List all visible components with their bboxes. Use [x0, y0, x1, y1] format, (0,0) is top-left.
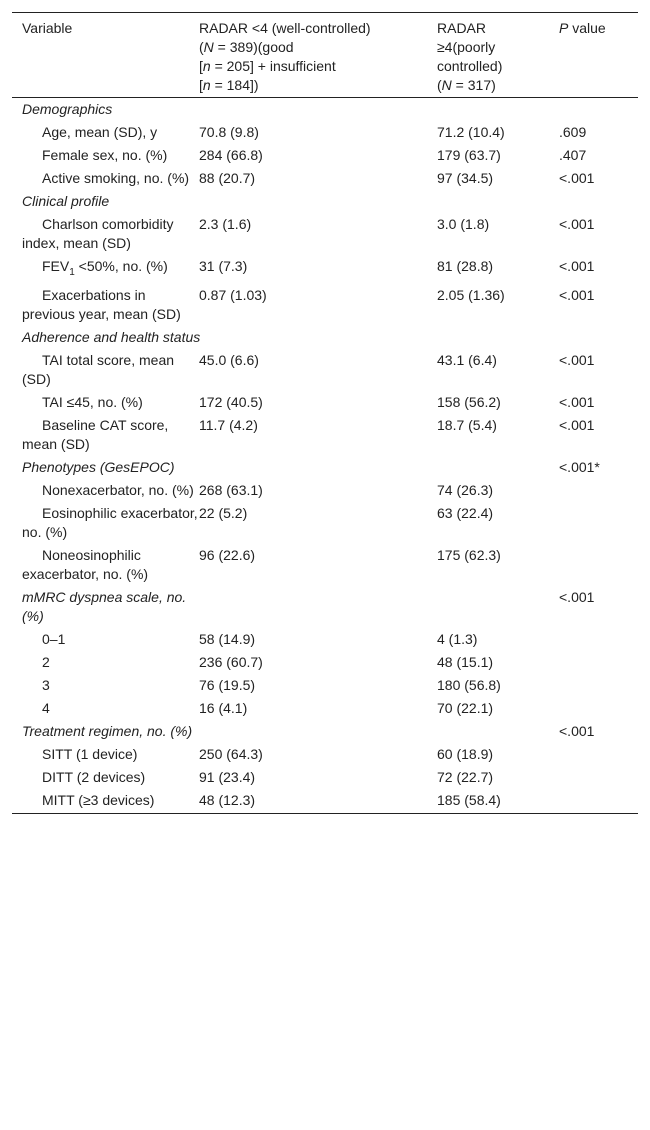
cell-value: 43.1 (6.4)	[437, 351, 497, 368]
row-label: Active smoking, no. (%)	[42, 170, 190, 186]
table-row	[12, 121, 638, 144]
table-row	[12, 144, 638, 167]
cell-value: 2.05 (1.36)	[437, 286, 505, 303]
section-mmrc: mMRC dyspnea scale, no. (%)	[22, 588, 187, 624]
table-row	[12, 167, 638, 190]
section-row	[12, 586, 638, 628]
cell-value: 284 (66.8)	[199, 147, 263, 163]
table-row	[12, 766, 638, 789]
row-label: 2	[42, 653, 50, 670]
row-label: SITT (1 device)	[42, 745, 138, 762]
cell-value: 58 (14.9)	[199, 630, 256, 647]
row-label: 0–1	[42, 630, 66, 647]
section-treatment: Treatment regimen, no. (%)	[22, 722, 193, 739]
table-row	[12, 628, 638, 651]
row-label: Age, mean (SD), y	[42, 124, 158, 140]
row-label: MITT (≥3 devices)	[42, 791, 155, 808]
cell-p-value: .407	[559, 147, 587, 163]
cell-p-value: <.001	[559, 416, 595, 433]
cell-value	[199, 586, 437, 628]
cell-p-value: <.001	[559, 170, 595, 186]
section-row	[12, 456, 638, 479]
header-p-value: P value	[559, 20, 606, 36]
row-label: Noneosinophilic exacerbator, no. (%)	[22, 546, 149, 582]
cell-value: 70.8 (9.8)	[199, 124, 259, 140]
header-variable: Variable	[22, 20, 73, 36]
cell-p-value: <.001	[559, 722, 595, 739]
cell-p-value: .609	[559, 124, 587, 140]
cell-value: 16 (4.1)	[199, 699, 248, 716]
cell-value: 3.0 (1.8)	[437, 216, 490, 232]
cell-value	[199, 456, 437, 479]
table-row	[12, 674, 638, 697]
table-row	[12, 213, 638, 255]
table-row	[12, 544, 638, 586]
cell-p-value: <.001	[559, 216, 595, 232]
cell-value: 81 (28.8)	[437, 258, 494, 274]
section-adherence: Adherence and health status	[22, 328, 201, 345]
header-col2-line4: [n = 184])	[199, 77, 259, 93]
header-radar-poorly-controlled	[437, 13, 559, 98]
header-col2-line3: [n = 205] + insufficient	[199, 58, 336, 74]
section-phenotypes: Phenotypes (GesEPOC)	[22, 458, 175, 475]
section-row	[12, 98, 638, 122]
table-row	[12, 414, 638, 456]
section-row	[12, 190, 638, 213]
section-row	[12, 720, 638, 743]
cell-value	[437, 456, 559, 479]
cell-value: 185 (58.4)	[437, 791, 501, 808]
cell-value: 71.2 (10.4)	[437, 124, 505, 140]
table-row	[12, 391, 638, 414]
cell-p-value: <.001	[559, 393, 595, 410]
section-row	[12, 326, 638, 349]
cell-value: 268 (63.1)	[199, 481, 263, 498]
cell-value: 179 (63.7)	[437, 147, 501, 163]
cell-value: 97 (34.5)	[437, 170, 494, 186]
section-demographics: Demographics	[22, 101, 113, 117]
cell-p-value	[559, 479, 638, 502]
cell-p-value: <.001	[559, 258, 595, 274]
cell-p-value	[559, 697, 638, 720]
cell-p-value	[559, 502, 638, 544]
cell-p-value	[559, 651, 638, 674]
cell-p-value	[559, 743, 638, 766]
table-row	[12, 651, 638, 674]
table-row	[12, 479, 638, 502]
cell-value: 175 (62.3)	[437, 546, 501, 563]
cell-value: 48 (12.3)	[199, 791, 256, 808]
cell-value: 18.7 (5.4)	[437, 416, 497, 433]
header-col2-line1: RADAR <4 (well-controlled)	[199, 20, 371, 36]
header-row	[12, 13, 638, 98]
header-col2-line2: (N = 389)(good	[199, 39, 294, 55]
cell-p-value: <.001*	[559, 458, 600, 475]
cell-value: 11.7 (4.2)	[199, 416, 258, 433]
comparison-table	[12, 12, 638, 814]
cell-value: 60 (18.9)	[437, 745, 494, 762]
row-label: TAI total score, mean (SD)	[22, 351, 175, 387]
header-col3-line3: controlled)	[437, 58, 503, 74]
row-label: Female sex, no. (%)	[42, 147, 168, 163]
row-label: Eosinophilic exacerbator, no. (%)	[22, 504, 198, 540]
cell-value	[437, 720, 559, 743]
table-row	[12, 697, 638, 720]
cell-value: 236 (60.7)	[199, 653, 263, 670]
cell-p-value: <.001	[559, 588, 595, 605]
table-row	[12, 502, 638, 544]
header-radar-well-controlled	[199, 13, 437, 98]
cell-value: 48 (15.1)	[437, 653, 494, 670]
cell-p-value	[559, 789, 638, 814]
header-col3-line2: ≥4(poorly	[437, 39, 496, 55]
cell-value: 4 (1.3)	[437, 630, 478, 647]
section-clinical-profile: Clinical profile	[22, 193, 110, 209]
cell-value: 2.3 (1.6)	[199, 216, 252, 232]
table-row	[12, 743, 638, 766]
cell-p-value	[559, 674, 638, 697]
cell-value	[199, 720, 437, 743]
row-label: TAI ≤45, no. (%)	[42, 393, 143, 410]
table-row	[12, 255, 638, 284]
row-label: Charlson comorbidity index, mean (SD)	[22, 216, 174, 251]
row-label: Baseline CAT score, mean (SD)	[22, 416, 169, 452]
row-label: 4	[42, 699, 50, 716]
cell-value: 88 (20.7)	[199, 170, 256, 186]
cell-value: 45.0 (6.6)	[199, 351, 259, 368]
cell-value: 63 (22.4)	[437, 504, 494, 521]
cell-value: 76 (19.5)	[199, 676, 256, 693]
cell-value: 31 (7.3)	[199, 258, 248, 274]
cell-p-value	[559, 544, 638, 586]
table-row	[12, 789, 638, 814]
cell-p-value: <.001	[559, 351, 595, 368]
cell-value: 70 (22.1)	[437, 699, 494, 716]
cell-value: 0.87 (1.03)	[199, 286, 267, 303]
cell-value: 172 (40.5)	[199, 393, 263, 410]
cell-p-value	[559, 766, 638, 789]
table-row	[12, 349, 638, 391]
row-label: Nonexacerbator, no. (%)	[42, 481, 194, 498]
row-label: $FEV_1 <50\%$, no. (%)	[42, 258, 168, 278]
cell-p-value: <.001	[559, 286, 595, 303]
cell-value: 22 (5.2)	[199, 504, 248, 521]
row-label: 3	[42, 676, 50, 693]
cell-value: 180 (56.8)	[437, 676, 501, 693]
table-row	[12, 284, 638, 326]
cell-value: 74 (26.3)	[437, 481, 494, 498]
row-label: DITT (2 devices)	[42, 768, 146, 785]
cell-p-value	[559, 628, 638, 651]
cell-value	[437, 586, 559, 628]
cell-value: 250 (64.3)	[199, 745, 263, 762]
table-container	[12, 12, 638, 814]
row-label: Exacerbations in previous year, mean (SD)	[22, 286, 181, 322]
cell-value: 158 (56.2)	[437, 393, 501, 410]
cell-value: 96 (22.6)	[199, 546, 256, 563]
header-col3-line4: (N = 317)	[437, 77, 496, 93]
cell-value: 91 (23.4)	[199, 768, 256, 785]
header-col3-line1: RADAR	[437, 20, 487, 36]
cell-value: 72 (22.7)	[437, 768, 494, 785]
